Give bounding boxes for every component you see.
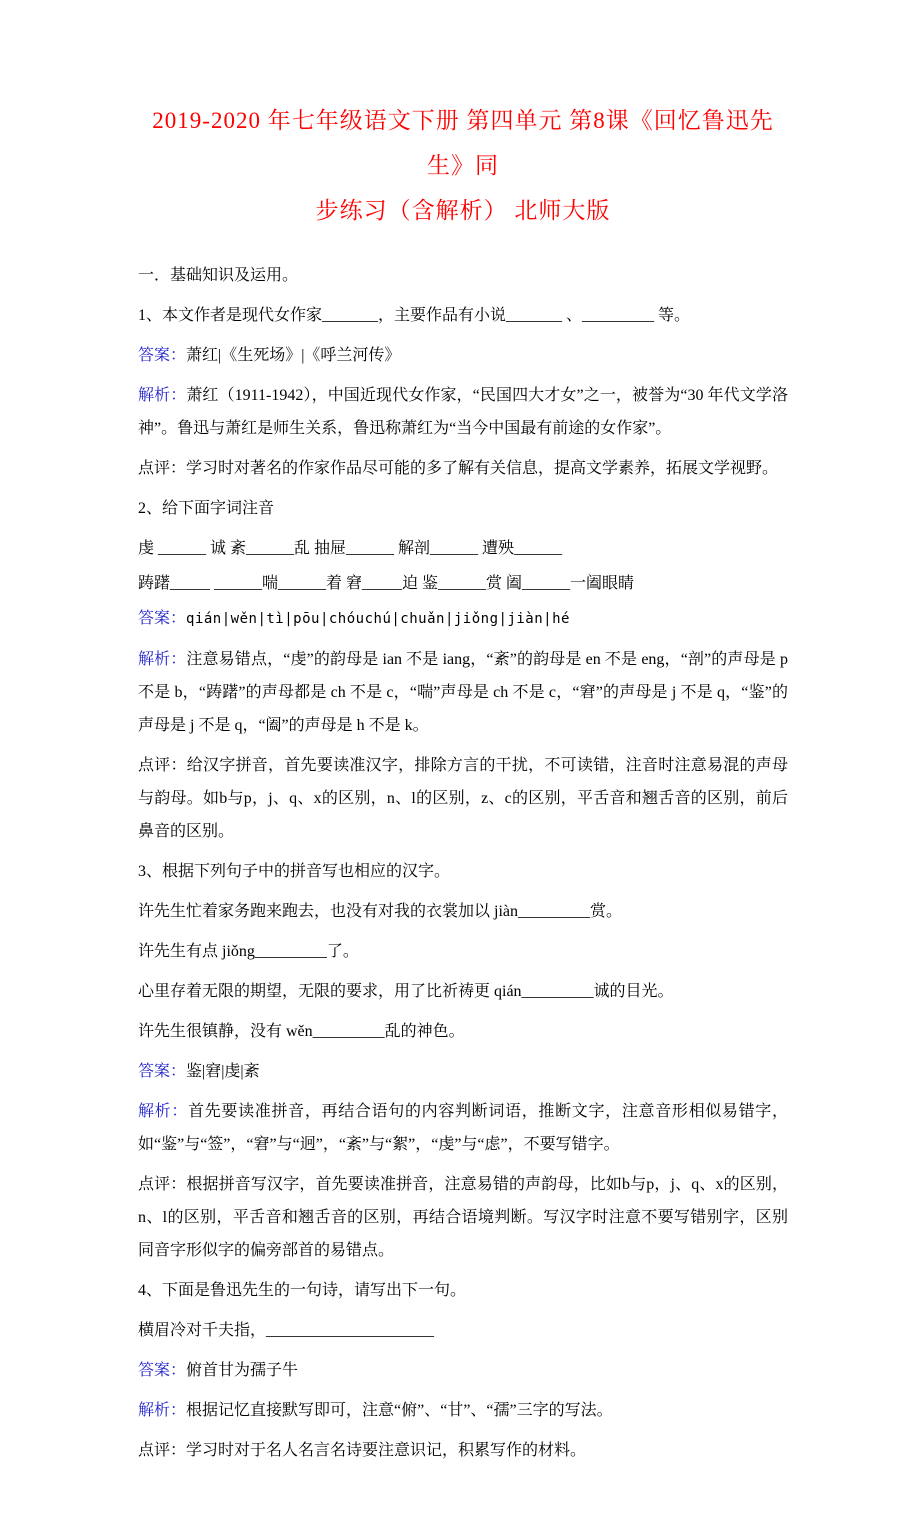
text-segment: qián|wěn|tì|pōu|chóuchú|chuǎn|jiǒng|jiàn|hé: [186, 611, 570, 627]
text-segment: 2、给下面字词注音: [138, 500, 275, 517]
text-segment: 点评：学习时对著名的作家作品尽可能的多了解有关信息，提高文学素养，拓展文学视野。: [138, 460, 779, 477]
paragraph: [138, 749, 788, 848]
paragraph: [138, 975, 788, 1008]
paragraph: [138, 1095, 788, 1161]
paragraph: [138, 1394, 788, 1427]
paragraph: [138, 935, 788, 968]
text-segment: 1、本文作者是现代女作家_______，主要作品有小说_______ 、_________ 等。: [138, 307, 691, 324]
text-segment: 萧红（1911-1942），中国近现代女作家，“民国四大才女”之一，被誉为“30 年代文学洛神”。鲁迅与萧红是师生关系，鲁迅称萧红为“当今中国最有前途的女作家”。: [138, 387, 788, 437]
paragraph: [138, 1015, 788, 1048]
paragraph: [138, 1055, 788, 1088]
paragraph: [138, 259, 788, 292]
answer-label: 解析：: [138, 651, 187, 668]
paragraph: [138, 855, 788, 888]
text-segment: 鉴|窘|虔|紊: [186, 1063, 260, 1080]
paragraph: [138, 1314, 788, 1347]
text-segment: 萧红|《生死场》|《呼兰河传》: [186, 347, 401, 364]
paragraph: [138, 1168, 788, 1267]
text-segment: 横眉冷对千夫指，_____________________: [138, 1322, 435, 1339]
paragraph: [138, 1434, 788, 1467]
text-segment: 踌躇_____ ______喘______着 窘_____迫 鉴______赏 阖______一阖眼睛: [138, 575, 635, 592]
paragraph: [138, 1354, 788, 1387]
document-body: [138, 259, 788, 1467]
paragraph: [138, 299, 788, 332]
text-segment: 根据记忆直接默写即可，注意“俯”、“甘”、“孺”三字的写法。: [186, 1402, 613, 1419]
text-segment: 俯首甘为孺子牛: [186, 1362, 299, 1379]
paragraph: [138, 1274, 788, 1307]
document-page: [138, 0, 788, 1534]
paragraph: [138, 532, 788, 565]
answer-label: 解析：: [138, 1402, 187, 1419]
text-segment: 点评：根据拼音写汉字，首先要读准拼音，注意易错的声韵母，比如b与p，j、q、x的区别，n、l的区别，平舌音和翘舌音的区别，再结合语境判断。写汉字时注意不要写错别字，区别同音字形似字的偏旁部首的易错点。: [138, 1176, 788, 1259]
text-segment: 注意易错点，“虔”的韵母是 ian 不是 iang，“紊”的韵母是 en 不是 eng，“剖”的声母是 p 不是 b，“踌躇”的声母都是 ch 不是 c，“喘”声母是 ch 不是 c，“窘”的声母是 j 不是 q，“鉴”的声母是 j 不是 q，“阖”的声母是 h 不是 k。: [138, 651, 788, 734]
text-segment: 一．基础知识及运用。: [138, 267, 299, 284]
paragraph: [138, 602, 788, 636]
document-title: [138, 98, 788, 233]
answer-label: 答案：: [138, 347, 187, 364]
answer-label: 答案：: [138, 1063, 187, 1080]
text-segment: 许先生有点 jiǒng_________了。: [138, 943, 359, 960]
text-segment: 虔 ______ 诚 紊______乱 抽屉______ 解剖______ 遭殃______: [138, 540, 563, 557]
text-segment: 首先要读准拼音，再结合语句的内容判断词语，推断文字，注意音形相似易错字，如“鉴”与“签”，“窘”与“迥”，“紊”与“絮”，“虔”与“虑”，不要写错字。: [138, 1103, 788, 1153]
text-segment: 许先生忙着家务跑来跑去，也没有对我的衣裳加以 jiàn_________赏。: [138, 903, 622, 920]
paragraph: [138, 643, 788, 742]
paragraph: [138, 567, 788, 600]
text-segment: 3、根据下列句子中的拼音写也相应的汉字。: [138, 863, 451, 880]
paragraph: [138, 452, 788, 485]
paragraph: [138, 895, 788, 928]
paragraph: [138, 339, 788, 372]
paragraph: [138, 379, 788, 445]
answer-label: 答案：: [138, 610, 187, 627]
text-segment: 4、下面是鲁迅先生的一句诗，请写出下一句。: [138, 1282, 467, 1299]
answer-label: 解析：: [138, 1103, 189, 1120]
answer-label: 答案：: [138, 1362, 187, 1379]
text-segment: 点评：学习时对于名人名言名诗要注意识记，积累写作的材料。: [138, 1442, 587, 1459]
text-segment: 许先生很镇静，没有 wěn_________乱的神色。: [138, 1023, 465, 1040]
answer-label: 解析：: [138, 387, 187, 404]
title-line-1: 2019-2020 年七年级语文下册 第四单元 第8课《回忆鲁迅先生》同: [152, 108, 774, 178]
paragraph: [138, 492, 788, 525]
text-segment: 点评：给汉字拼音，首先要读准汉字，排除方言的干扰，不可读错，注音时注意易混的声母与韵母。如b与p，j、q、x的区别，n、l的区别，z、c的区别，平舌音和翘舌音的区别，前后鼻音的区别。: [138, 757, 788, 840]
title-line-2: 步练习（含解析） 北师大版: [315, 198, 611, 223]
text-segment: 心里存着无限的期望，无限的要求，用了比祈祷更 qián_________诚的目光。: [138, 983, 674, 1000]
